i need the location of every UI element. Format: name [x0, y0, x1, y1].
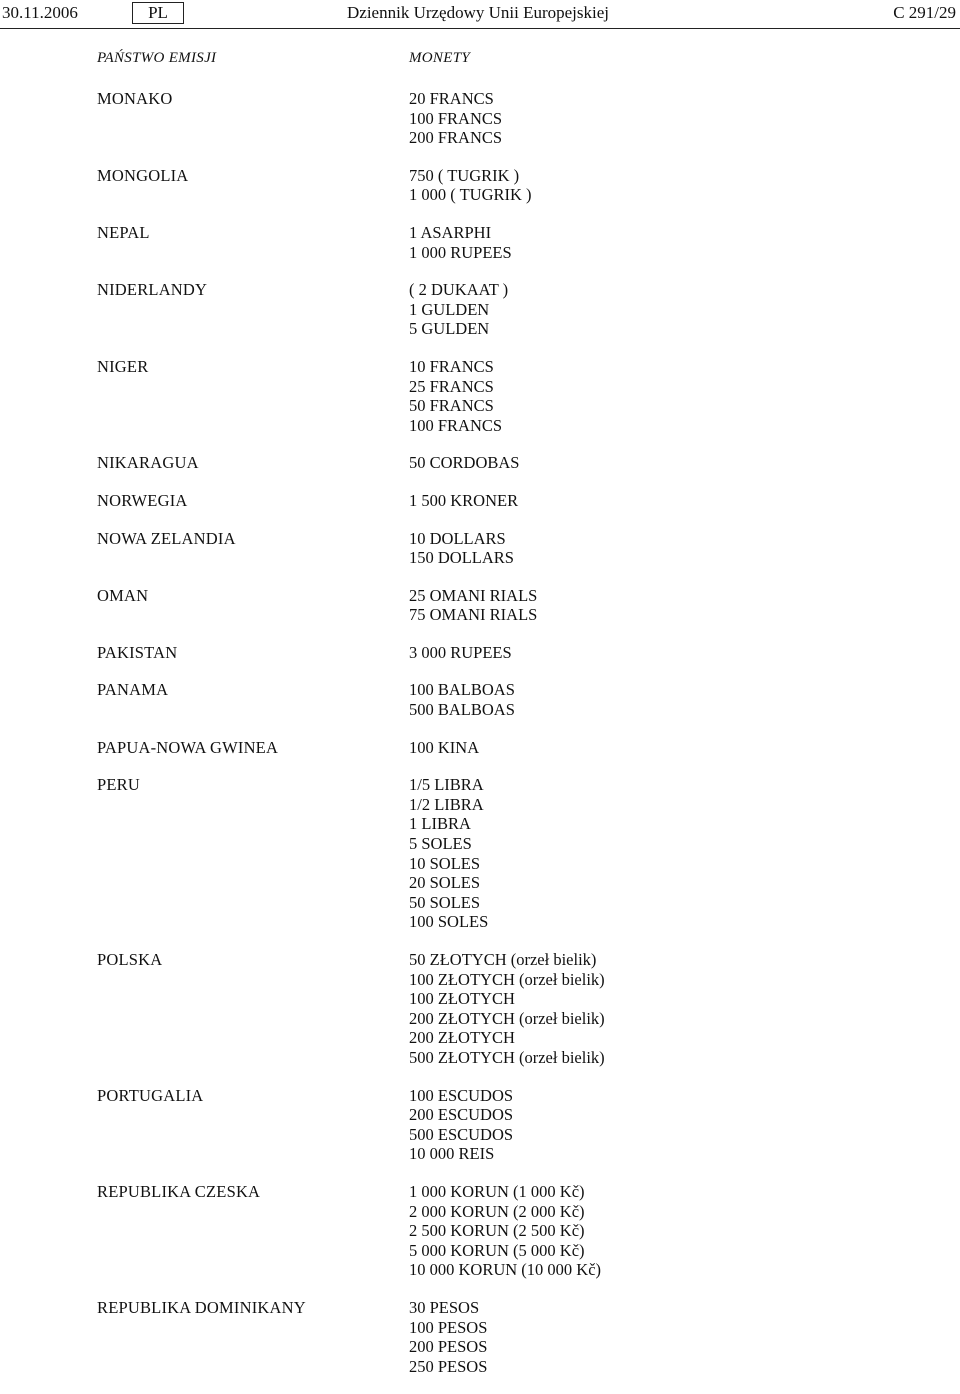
table-row: [0, 89, 960, 148]
coin-list: [409, 738, 479, 758]
coin-denomination: 10 SOLES: [409, 853, 481, 873]
table-row: [0, 1182, 960, 1280]
coin-denomination: 50 ZŁOTYCH (orzeł bielik): [409, 950, 597, 969]
table-row: [0, 453, 960, 473]
coin-denomination: ( 2 DUKAAT ): [409, 280, 509, 300]
coin-denomination: 50 FRANCS: [409, 396, 494, 416]
coin-list: [409, 357, 502, 435]
coin-denomination: 200 ZŁOTYCH (orzeł bielik): [409, 1008, 605, 1028]
coin-denomination: 50 SOLES: [409, 892, 481, 912]
coin-list: [409, 775, 488, 932]
coin-denomination: 20 FRANCS: [409, 89, 494, 108]
table-row: [0, 680, 960, 719]
coin-list: [409, 529, 514, 568]
table-row: [0, 280, 960, 339]
country-name: POLSKA: [97, 950, 163, 969]
table-row: [0, 1086, 960, 1164]
coin-denomination: 1/2 LIBRA: [409, 794, 484, 814]
page-reference: C 291/29: [893, 3, 956, 22]
coin-list: [409, 586, 537, 625]
country-name: MONAKO: [97, 89, 173, 108]
coin-denomination: 10 FRANCS: [409, 356, 494, 376]
table-row: [0, 223, 960, 262]
table-row: [0, 491, 960, 511]
coin-table: [0, 89, 960, 1394]
coin-list: [409, 491, 518, 511]
coin-list: [409, 1182, 601, 1280]
table-row: [0, 775, 960, 932]
coin-denomination: 100 FRANCS: [409, 108, 503, 128]
coin-denomination: 100 ZŁOTYCH: [409, 989, 515, 1009]
coin-denomination: 2 000 KORUN (2 000 Kč): [409, 1201, 585, 1221]
coin-denomination: 75 OMANI RIALS: [409, 605, 538, 625]
coin-denomination: 5 SOLES: [409, 834, 472, 854]
country-name: OMAN: [97, 585, 149, 605]
coin-denomination: 100 PESOS: [409, 1317, 488, 1337]
country-name: NIDERLANDY: [97, 280, 208, 300]
language-code-box: PL: [132, 2, 184, 24]
country-name: PERU: [97, 775, 140, 795]
coin-denomination: 100 ZŁOTYCH (orzeł bielik): [409, 969, 605, 989]
table-row: [0, 643, 960, 663]
coin-denomination: 100 SOLES: [409, 912, 489, 932]
country-name: PORTUGALIA: [97, 1085, 204, 1105]
coin-list: [409, 950, 605, 1068]
coin-denomination: 1 000 RUPEES: [409, 242, 512, 262]
coin-denomination: 1 GULDEN: [409, 299, 490, 319]
country-name: REPUBLIKA CZESKA: [97, 1181, 261, 1201]
country-name: NORWEGIA: [97, 490, 188, 510]
coin-denomination: 1 LIBRA: [409, 814, 471, 834]
table-row: [0, 1298, 960, 1376]
coin-denomination: 500 ESCUDOS: [409, 1124, 514, 1144]
coin-denomination: 1 ASARPHI: [409, 222, 492, 242]
coin-denomination: 1/5 LIBRA: [409, 775, 484, 795]
table-row: [0, 950, 960, 1068]
country-name: MONGOLIA: [97, 165, 189, 185]
coin-list: [409, 1298, 487, 1376]
coin-denomination: 100 ESCUDOS: [409, 1085, 514, 1105]
coin-denomination: 2 500 KORUN (2 500 Kč): [409, 1221, 585, 1241]
coin-list: [409, 1086, 513, 1164]
coin-denomination: 10 DOLLARS: [409, 528, 506, 548]
country-name: PAKISTAN: [97, 642, 178, 662]
coin-denomination: 5 GULDEN: [409, 319, 490, 339]
coin-denomination: 1 500 KRONER: [409, 490, 519, 510]
coin-denomination: 20 SOLES: [409, 873, 481, 893]
coin-denomination: 1 000 KORUN (1 000 Kč): [409, 1181, 585, 1201]
coin-denomination: 30 PESOS: [409, 1297, 480, 1317]
coin-denomination: 250 PESOS: [409, 1356, 488, 1376]
table-row: [0, 166, 960, 205]
coin-list: [409, 280, 508, 339]
coin-list: [409, 680, 515, 719]
coin-denomination: 100 FRANCS: [409, 415, 503, 435]
coin-denomination: 200 ESCUDOS: [409, 1105, 514, 1125]
coin-denomination: 500 BALBOAS: [409, 700, 515, 720]
coin-list: [409, 643, 512, 663]
coin-denomination: 100 BALBOAS: [409, 680, 515, 700]
coin-denomination: 500 ZŁOTYCH (orzeł bielik): [409, 1047, 605, 1067]
country-name: PANAMA: [97, 680, 169, 700]
country-name: NIKARAGUA: [97, 453, 199, 473]
table-row: [0, 357, 960, 435]
coin-denomination: 750 ( TUGRIK ): [409, 165, 520, 185]
coin-denomination: 200 ZŁOTYCH: [409, 1028, 515, 1048]
table-row: [0, 529, 960, 568]
coin-denomination: 150 DOLLARS: [409, 548, 514, 568]
country-name: NOWA ZELANDIA: [97, 528, 236, 548]
coin-denomination: 100 KINA: [409, 737, 480, 757]
country-name: NEPAL: [97, 222, 150, 242]
coin-denomination: 10 000 KORUN (10 000 Kč): [409, 1260, 602, 1280]
column-header-coins: MONETY: [409, 50, 470, 66]
coin-denomination: 5 000 KORUN (5 000 Kč): [409, 1240, 585, 1260]
country-name: NIGER: [97, 356, 149, 376]
coin-denomination: 25 OMANI RIALS: [409, 585, 538, 605]
country-name: REPUBLIKA DOMINIKANY: [97, 1297, 306, 1317]
coin-denomination: 10 000 REIS: [409, 1144, 495, 1164]
coin-denomination: 200 PESOS: [409, 1337, 488, 1357]
coin-denomination: 200 FRANCS: [409, 128, 503, 148]
country-name: PAPUA-NOWA GWINEA: [97, 737, 279, 757]
coin-list: [409, 89, 502, 148]
table-row: [0, 738, 960, 758]
column-header-country: PAŃSTWO EMISJI: [97, 50, 217, 66]
journal-title: Dziennik Urzędowy Unii Europejskiej: [347, 3, 610, 22]
coin-denomination: 50 CORDOBAS: [409, 453, 520, 473]
coin-denomination: 3 000 RUPEES: [409, 642, 512, 662]
publication-date: 30.11.2006: [2, 3, 78, 22]
coin-list: [409, 223, 512, 262]
coin-list: [409, 166, 532, 205]
coin-denomination: 25 FRANCS: [409, 376, 494, 396]
coin-denomination: 1 000 ( TUGRIK ): [409, 185, 532, 205]
coin-list: [409, 453, 519, 473]
page-header: [0, 0, 960, 29]
table-row: [0, 586, 960, 625]
